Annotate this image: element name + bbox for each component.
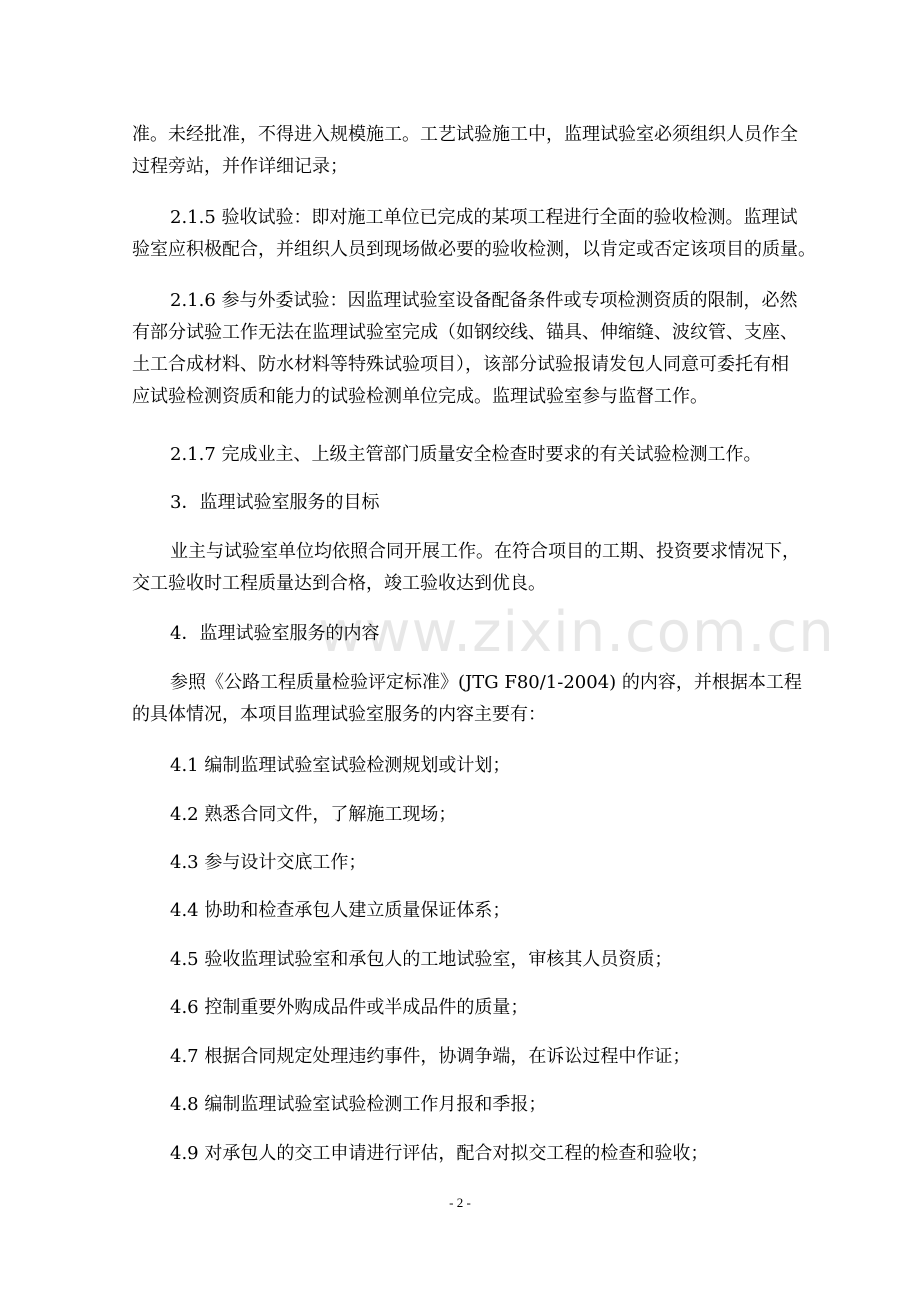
text-line: 参照《公路工程质量检验评定标准》(JTG F80/1-2004) 的内容，并根据本工程 <box>170 672 802 693</box>
text-line: 的具体情况，本项目监理试验室服务的内容主要有： <box>132 704 546 725</box>
paragraph-2-1-7 <box>170 439 850 471</box>
list-item-4-9 <box>170 1138 850 1170</box>
text-line: 验室应积极配合，并组织人员到现场做必要的验收检测，以肯定或否定该项目的质量。 <box>132 239 816 260</box>
list-item-4-4 <box>170 895 850 927</box>
text-line: 业主与试验室单位均依照合同开展工作。在符合项目的工期、投资要求情况下， <box>170 541 800 562</box>
paragraph-reference-standard <box>132 667 812 731</box>
list-item-4-2 <box>170 799 850 831</box>
list-item-text: 4.9 对承包人的交工申请进行评估，配合对拟交工程的检查和验收； <box>170 1143 709 1164</box>
list-item-text: 4.7 根据合同规定处理违约事件，协调争端，在诉讼过程中作证； <box>170 1046 691 1067</box>
watermark: www.zixin.com.cn <box>318 600 835 665</box>
list-item-text: 4.6 控制重要外购成品件或半成品件的质量； <box>170 997 529 1018</box>
text-line: 交工验收时工程质量达到合格，竣工验收达到优良。 <box>132 573 546 594</box>
list-item-text: 4.5 验收监理试验室和承包人的工地试验室，审核其人员资质； <box>170 949 673 970</box>
text-line: 2.1.6 参与外委试验：因监理试验室设备配备条件或专项检测资质的限制，必然 <box>170 290 798 311</box>
list-item-4-1 <box>170 750 850 782</box>
list-item-4-6 <box>170 992 850 1024</box>
list-item-4-5 <box>170 944 850 976</box>
list-item-4-8 <box>170 1089 850 1121</box>
list-item-text: 4.8 编制监理试验室试验检测工作月报和季报； <box>170 1094 547 1115</box>
list-item-4-3 <box>170 847 850 879</box>
text-line: 应试验检测资质和能力的试验检测单位完成。监理试验室参与监督工作。 <box>132 386 708 407</box>
page-number: - 2 - <box>449 1195 471 1210</box>
heading-text: 3．监理试验室服务的目标 <box>170 492 380 513</box>
text-line: 过程旁站，并作详细记录； <box>132 156 348 177</box>
text-line: 2.1.7 完成业主、上级主管部门质量安全检查时要求的有关试验检测工作。 <box>170 444 762 465</box>
heading-text: 4．监理试验室服务的内容 <box>170 623 380 644</box>
list-item-text: 4.1 编制监理试验室试验检测规划或计划； <box>170 755 511 776</box>
text-line: 土工合成材料、防水材料等特殊试验项目），该部分试验报请发包人同意可委托有相 <box>132 354 789 375</box>
list-item-4-7 <box>170 1041 850 1073</box>
text-line: 准。未经批准，不得进入规模施工。工艺试验施工中，监理试验室必须组织人员作全 <box>132 124 798 145</box>
list-item-text: 4.2 熟悉合同文件，了解施工现场； <box>170 804 457 825</box>
list-item-text: 4.4 协助和检查承包人建立质量保证体系； <box>170 900 511 921</box>
text-line: 2.1.5 验收试验：即对施工单位已完成的某项工程进行全面的验收检测。监理试 <box>170 207 798 228</box>
paragraph-2-1-6 <box>132 285 812 413</box>
text-line: 有部分试验工作无法在监理试验室完成（如钢绞线、锚具、伸缩缝、波纹管、支座、 <box>132 322 798 343</box>
paragraph-process-trial-end <box>132 119 812 183</box>
paragraph-service-goal <box>132 536 812 600</box>
list-item-text: 4.3 参与设计交底工作； <box>170 852 367 873</box>
paragraph-2-1-5 <box>132 202 816 266</box>
section-heading-3 <box>170 487 850 519</box>
